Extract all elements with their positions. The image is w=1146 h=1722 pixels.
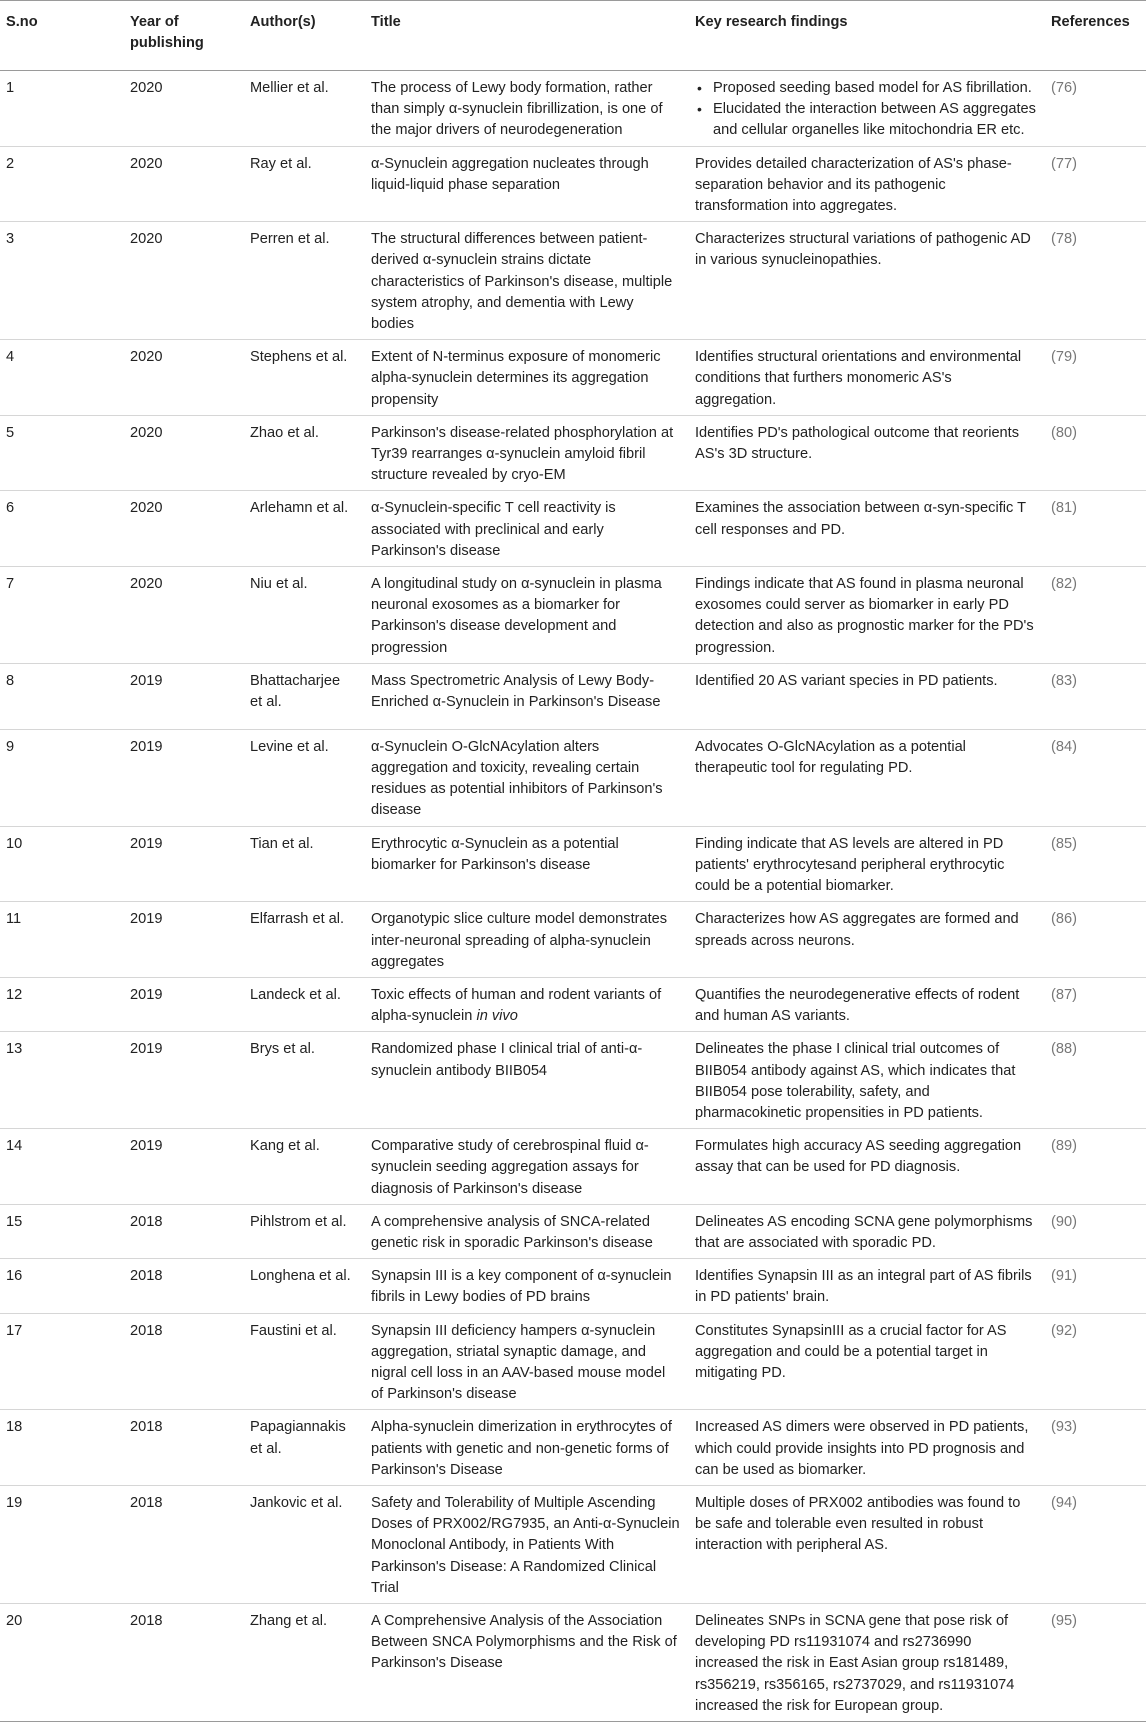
cell-author: Niu et al. (250, 576, 308, 593)
cell-reference: (80) (1051, 424, 1077, 441)
cell-reference: (85) (1051, 835, 1077, 852)
cell-sno: 15 (6, 1213, 23, 1230)
cell-sno: 7 (6, 576, 15, 593)
cell-sno: 6 (6, 500, 15, 517)
title-text: Synapsin III is a key component of α-synuclein fibrils in Lewy bodies of PD brains (371, 1268, 672, 1306)
cell-findings (688, 71, 1044, 147)
cell-reference: (91) (1051, 1268, 1077, 1285)
cell-reference: (87) (1051, 986, 1077, 1003)
cell-title (364, 71, 688, 147)
title-text: Extent of N-terminus exposure of monomeric alpha-synuclein determines its aggregation propensity (371, 349, 661, 408)
cell-author: Bhattacharjee et al. (250, 672, 341, 711)
cell-author: Longhena et al. (250, 1268, 351, 1285)
cell-findings: Delineates SNPs in SCNA gene that pose risk of developing PD rs11931074 and rs2736990 increased the risk in East Asian group rs181489, rs356219, rs356165, rs2737029, and rs11931074 increased the risk for European group. (695, 1612, 1015, 1714)
cell-year: 2018 (130, 1419, 163, 1436)
cell-findings: Delineates the phase I clinical trial outcomes of BIIB054 antibody against AS, which indicates that BIIB054 pose tolerability, safety, and pharmacokinetic propensities in PD patients. (695, 1041, 1016, 1121)
title-italic-text: in vivo (476, 1008, 518, 1025)
cell-author: Tian et al. (250, 835, 314, 852)
header-sno: S.no (0, 1, 123, 71)
cell-author: Stephens et al. (250, 349, 348, 366)
cell-author: Papagiannakis et al. (250, 1419, 346, 1457)
cell-sno: 9 (6, 738, 15, 755)
table-row (0, 1410, 1146, 1486)
cell-sno: 19 (6, 1494, 23, 1511)
cell-year: 2019 (130, 738, 163, 755)
header-references: References (1044, 1, 1146, 71)
header-year: Year of publishing (123, 1, 243, 71)
cell-findings: Identifies structural orientations and environmental conditions that furthers monomeric AS's aggregation. (695, 349, 1022, 408)
cell-author: Landeck et al. (250, 986, 341, 1003)
findings-list-item: • Proposed seeding based model for AS fibrillation. (713, 78, 1036, 99)
cell-title (364, 1485, 688, 1603)
title-text: A comprehensive analysis of SNCA-related genetic risk in sporadic Parkinson's disease (371, 1213, 653, 1251)
cell-year: 2020 (130, 80, 163, 96)
cell-findings: Constitutes SynapsinIII as a crucial factor for AS aggregation and could be a potential target in mitigating PD. (695, 1322, 1007, 1381)
cell-reference: (76) (1051, 80, 1077, 96)
cell-title (364, 902, 688, 978)
title-text: α-Synuclein O-GlcNAcylation alters aggregation and toxicity, revealing certain residues as potential inhibitors of Parkinson's disease (371, 738, 663, 819)
cell-reference: (77) (1051, 155, 1077, 172)
table-row (0, 1603, 1146, 1721)
cell-author: Jankovic et al. (250, 1494, 343, 1511)
title-text: Alpha-synuclein dimerization in erythrocytes of patients with genetic and non-genetic forms of Parkinson's Disease (371, 1419, 672, 1478)
cell-sno: 1 (6, 80, 15, 96)
cell-reference: (79) (1051, 349, 1077, 366)
table-row (0, 1204, 1146, 1258)
cell-sno: 20 (6, 1612, 23, 1629)
cell-year: 2020 (130, 424, 163, 441)
table-row (0, 663, 1146, 729)
cell-author: Perren et al. (250, 231, 330, 248)
cell-findings: Quantifies the neurodegenerative effects of rodent and human AS variants. (695, 986, 1020, 1025)
cell-year: 2019 (130, 1041, 163, 1058)
cell-findings: Formulates high accuracy AS seeding aggregation assay that can be used for PD diagnosis. (695, 1138, 1022, 1176)
table-row (0, 1129, 1146, 1205)
cell-sno: 13 (6, 1041, 23, 1058)
cell-findings: Finding indicate that AS levels are altered in PD patients' erythrocytesand peripheral erythrocytic could be a potential biomarker. (695, 835, 1005, 895)
cell-title (364, 729, 688, 826)
table-row (0, 146, 1146, 222)
cell-findings: Multiple doses of PRX002 antibodies was found to be safe and tolerable even resulted in robust interaction with peripheral AS. (695, 1494, 1021, 1554)
title-text: Safety and Tolerability of Multiple Ascending Doses of PRX002/RG7935, an Anti-α-Synuclein Monoclonal Antibody, in Patients With Parkinson's Disease: A Randomized Clinical Trial (371, 1494, 680, 1596)
cell-year: 2019 (130, 911, 163, 928)
cell-author: Brys et al. (250, 1041, 315, 1058)
cell-year: 2020 (130, 349, 163, 366)
cell-title (364, 977, 688, 1031)
title-text: Toxic effects of human and rodent variants of alpha-synuclein (371, 986, 662, 1025)
title-text: α-Synuclein-specific T cell reactivity is associated with preclinical and early Parkinson's disease (371, 500, 616, 559)
cell-reference: (78) (1051, 231, 1077, 248)
table-row (0, 491, 1146, 567)
cell-author: Mellier et al. (250, 80, 329, 96)
cell-author: Faustini et al. (250, 1322, 337, 1339)
title-text: The structural differences between patient-derived α-synuclein strains dictate characteristics of Parkinson's disease, multiple system atrophy, and dementia with Lewy bodies (371, 231, 673, 333)
table-row (0, 71, 1146, 147)
title-text: A Comprehensive Analysis of the Association Between SNCA Polymorphisms and the Risk of Parkinson's Disease (371, 1612, 677, 1672)
title-text: Synapsin III deficiency hampers α-synuclein aggregation, striatal synaptic damage, and nigral cell loss in an AAV-based mouse model of Parkinson's disease (371, 1322, 666, 1403)
cell-title (364, 1259, 688, 1313)
cell-year: 2018 (130, 1213, 163, 1230)
title-text: Mass Spectrometric Analysis of Lewy Body-Enriched α-Synuclein in Parkinson's Disease (371, 672, 661, 711)
cell-year: 2019 (130, 672, 163, 689)
cell-sno: 18 (6, 1419, 23, 1436)
table-row (0, 340, 1146, 416)
cell-title (364, 491, 688, 567)
table-row (0, 1259, 1146, 1313)
cell-author: Zhang et al. (250, 1612, 328, 1629)
cell-reference: (89) (1051, 1138, 1077, 1155)
cell-reference: (81) (1051, 500, 1077, 517)
cell-sno: 3 (6, 231, 15, 248)
cell-title (364, 415, 688, 491)
cell-author: Arlehamn et al. (250, 500, 349, 517)
cell-author: Levine et al. (250, 738, 329, 755)
header-authors: Author(s) (243, 1, 364, 71)
cell-findings: Provides detailed characterization of AS's phase-separation behavior and its pathogenic transformation into aggregates. (695, 155, 1012, 215)
table-row (0, 1313, 1146, 1410)
cell-findings: Findings indicate that AS found in plasma neuronal exosomes could server as biomarker in early PD detection and also as prognostic marker for the PD's progression. (695, 576, 1034, 656)
cell-reference: (95) (1051, 1612, 1077, 1629)
cell-sno: 2 (6, 155, 15, 172)
cell-sno: 8 (6, 672, 15, 689)
cell-year: 2018 (130, 1268, 163, 1285)
table-row (0, 977, 1146, 1031)
cell-findings: Characterizes structural variations of pathogenic AD in various synucleinopathies. (695, 231, 1031, 269)
cell-title (364, 146, 688, 222)
cell-findings: Increased AS dimers were observed in PD patients, which could provide insights into PD prognosis and can be used as biomarker. (695, 1419, 1029, 1478)
cell-sno: 11 (6, 911, 22, 928)
cell-findings: Delineates AS encoding SCNA gene polymorphisms that are associated with sporadic PD. (695, 1213, 1033, 1251)
cell-title (364, 1603, 688, 1721)
header-row (0, 1, 1146, 71)
cell-sno: 17 (6, 1322, 23, 1339)
cell-sno: 12 (6, 986, 23, 1003)
cell-year: 2018 (130, 1322, 163, 1339)
title-text: Comparative study of cerebrospinal fluid α-synuclein seeding aggregation assays for diagnosis of Parkinson's disease (371, 1138, 649, 1197)
table-row (0, 415, 1146, 491)
cell-sno: 10 (6, 835, 23, 852)
table-body (0, 71, 1146, 1722)
table-row (0, 902, 1146, 978)
cell-title (364, 1032, 688, 1129)
cell-reference: (83) (1051, 672, 1077, 689)
cell-title (364, 1129, 688, 1205)
cell-author: Zhao et al. (250, 424, 319, 441)
title-text: Parkinson's disease-related phosphorylation at Tyr39 rearranges α-synuclein amyloid fibril structure revealed by cryo-EM (371, 424, 674, 484)
cell-year: 2019 (130, 986, 163, 1003)
cell-reference: (93) (1051, 1419, 1077, 1436)
cell-reference: (82) (1051, 576, 1077, 593)
cell-year: 2020 (130, 576, 163, 593)
cell-year: 2018 (130, 1612, 163, 1629)
cell-reference: (94) (1051, 1494, 1077, 1511)
table-header (0, 1, 1146, 71)
cell-title (364, 826, 688, 902)
cell-findings: Examines the association between α-syn-specific T cell responses and PD. (695, 500, 1026, 538)
cell-title (364, 1313, 688, 1410)
cell-title (364, 567, 688, 664)
cell-reference: (84) (1051, 738, 1077, 755)
findings-list (695, 78, 1036, 142)
table-row (0, 1032, 1146, 1129)
cell-reference: (92) (1051, 1322, 1077, 1339)
cell-title (364, 663, 688, 729)
cell-author: Pihlstrom et al. (250, 1213, 347, 1230)
cell-findings: Identifies Synapsin III as an integral part of AS fibrils in PD patients' brain. (695, 1268, 1032, 1306)
cell-title (364, 1204, 688, 1258)
cell-year: 2020 (130, 500, 163, 517)
cell-sno: 16 (6, 1268, 23, 1285)
title-text: Randomized phase I clinical trial of anti-α-synuclein antibody BIIB054 (371, 1041, 643, 1079)
cell-sno: 5 (6, 424, 15, 441)
header-findings: Key research findings (688, 1, 1044, 71)
header-title: Title (364, 1, 688, 71)
cell-title (364, 222, 688, 340)
cell-sno: 14 (6, 1138, 23, 1155)
title-text: Organotypic slice culture model demonstrates inter-neuronal spreading of alpha-synuclein aggregates (371, 911, 668, 970)
table-row (0, 222, 1146, 340)
title-text: The process of Lewy body formation, rather than simply α-synuclein fibrillization, is one of the major drivers of neurodegeneration (371, 80, 663, 139)
cell-year: 2020 (130, 231, 163, 248)
cell-title (364, 340, 688, 416)
title-text: Erythrocytic α-Synuclein as a potential biomarker for Parkinson's disease (371, 835, 619, 873)
cell-reference: (88) (1051, 1041, 1077, 1058)
cell-reference: (90) (1051, 1213, 1077, 1230)
cell-findings: Advocates O-GlcNAcylation as a potential therapeutic tool for regulating PD. (695, 738, 966, 777)
cell-year: 2020 (130, 155, 163, 172)
table-row (0, 826, 1146, 902)
title-text: A longitudinal study on α-synuclein in plasma neuronal exosomes as a biomarker for Parkinson's disease development and progression (371, 576, 662, 656)
table-row (0, 567, 1146, 664)
table-row (0, 1485, 1146, 1603)
cell-year: 2019 (130, 1138, 163, 1155)
cell-reference: (86) (1051, 911, 1077, 928)
cell-author: Kang et al. (250, 1138, 320, 1155)
cell-findings: Identified 20 AS variant species in PD patients. (695, 672, 998, 689)
cell-author: Ray et al. (250, 155, 312, 172)
cell-title (364, 1410, 688, 1486)
table-row (0, 729, 1146, 826)
title-text: α-Synuclein aggregation nucleates through liquid-liquid phase separation (371, 155, 649, 193)
cell-findings: Characterizes how AS aggregates are formed and spreads across neurons. (695, 911, 1019, 949)
cell-year: 2019 (130, 835, 163, 852)
cell-sno: 4 (6, 349, 15, 366)
cell-findings: Identifies PD's pathological outcome that reorients AS's 3D structure. (695, 424, 1020, 463)
cell-author: Elfarrash et al. (250, 911, 345, 928)
cell-year: 2018 (130, 1494, 163, 1511)
findings-list-item: • Elucidated the interaction between AS aggregates and cellular organelles like mitochondria ER etc. (713, 99, 1036, 141)
